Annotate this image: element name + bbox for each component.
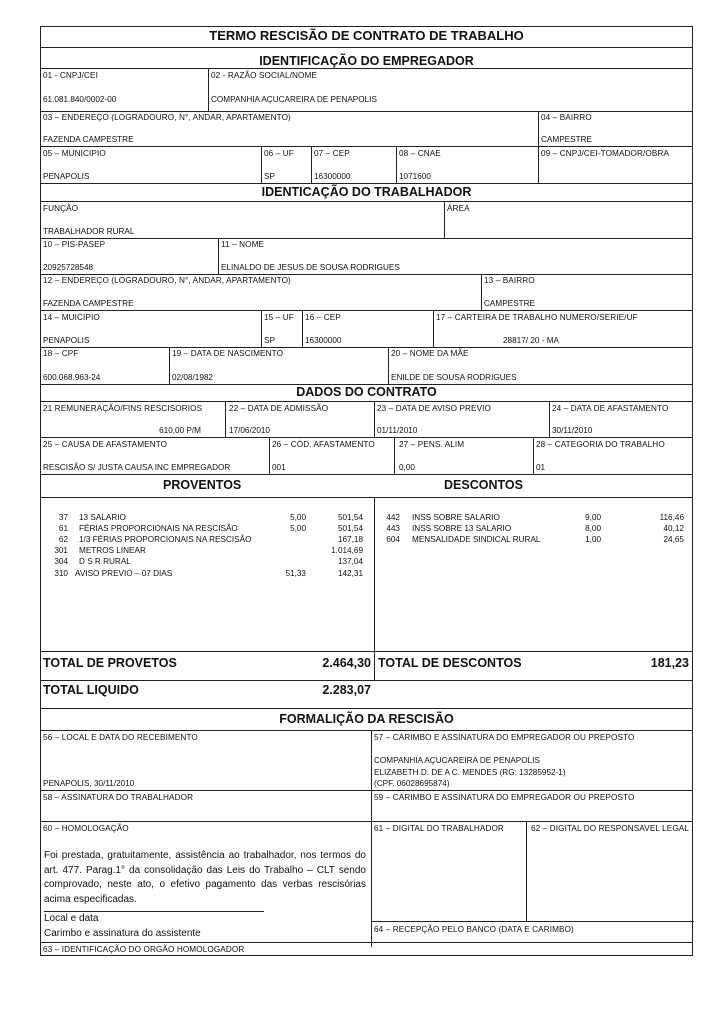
causa-label: 25 – CAUSA DE AFASTAMENTO [43,440,168,449]
worker-address-label: 12 – ENDEREÇO (LOGRADOURO, N°, ANDAR, APARTAMENTO) [43,276,291,285]
pensao-label: 27 – PENS. ALIM [399,440,465,449]
worker-address-value: FAZENDA CAMPESTRE [43,299,134,308]
digital-trabalhador-label: 61 – DIGITAL DO TRABALHADOR [374,824,504,833]
categoria-value: 01 [536,463,546,472]
digital-responsavel-label: 62 – DIGITAL DO RESPONSAVEL LEGAL [531,824,690,833]
total-liquido-value: 2.283,07 [322,683,371,697]
razao-value: COMPANHIA AÇUCAREIRA DE PENAPOLIS [211,95,377,104]
employer-section-title: IDENTIFICAÇÃO DO EMPREGADOR [259,54,474,68]
homologacao-local: Local e data [44,913,99,924]
local-recebimento-value: PENAPOLIS, 30/11/2010 [43,779,135,788]
local-recebimento-label: 56 – LOCAL E DATA DO RECEBIMENTO [43,733,198,742]
cnpj-label: 01 - CNPJ/CEI [43,71,98,80]
admissao-value: 17/06/2010 [229,426,270,435]
worker-cep-label: 16 – CEP [305,313,341,322]
afastamento-value: 30/11/2010 [552,426,593,435]
total-proventos-value: 2.464,30 [322,656,371,670]
employer-bairro-label: 04 – BAIRRO [541,113,592,122]
carimbo-empregador-label: 57 – CARIMBO E ASSINATURA DO EMPREGADOR OU PREPOSTO [374,733,635,742]
worker-uf-value: SP [264,336,275,345]
proventos-title: PROVENTOS [163,478,242,492]
orgao-homologador-label: 63 – IDENTIFICAÇÃO DO ORGÃO HOMOLOGADOR [43,945,245,954]
worker-bairro-label: 13 – BAIRRO [484,276,535,285]
mae-value: ENILDE DE SOUSA RODRIGUES [391,373,517,382]
worker-bairro-value: CAMPESTRE [484,299,535,308]
mae-label: 20 – NOME DA MÃE [391,349,469,358]
contract-section-title: DADOS DO CONTRATO [296,385,437,399]
homologacao-label: 60 – HOMOLOGAÇÃO [43,824,129,833]
total-descontos-label: TOTAL DE DESCONTOS [378,656,522,670]
rescission-form: TERMO RESCISÃO DE CONTRATO DE TRABALHO IDENTIFICAÇÃO DO EMPREGADOR 01 - CNPJ/CEI 61.081.840/0002-00 02 - RAZÃO SOCIAL/NOME COMPANHIA AÇUCAREIRA DE PENAPOLIS 03 – ENDEREÇO (LOGRADOURO, N°, ANDAR, APARTAMENTO) FAZENDA CAMPESTRE 04 – BAIRRO CAMPESTRE 05 – MUNICIPIO PENAPOLIS 06 – UF SP 07 – CEP 16300000 08 – CNAE 1071600 09 – CNPJ/CEI-TOMADOR/OBRA IDENTICAÇÃO DO TRABALHADOR FUNÇÃO TRABALHADOR RURAL ÁREA 10 – PIS-PASEP 20925728548 11 – NOME ELINALDO DE JESUS DE SOUSA RODRIGUES 12 – ENDEREÇO (LOGRADOURO, N°, ANDAR, APARTAMENTO) FAZENDA CAMPESTRE 13 – BAIRRO CAMPESTRE 14 – MUICIPIO PENAPOLIS 15 – UF SP 16 – CEP 16300000 17 – CARTEIRA DE TRABALHO NUMERO/SERIE/UF 28817/ 20 - MA 18 – CPF 600.068.963-24 19 – DATA DE NASCIMENTO 02/08/1982 20 – NOME DA MÃE ENILDE DE SOUSA RODRIGUES DADOS DO CONTRATO 21 REMUNERAÇÃO/FINS RESCISORIOS 610,00 P/M 22 – DATA DE ADMISSÃO 17/06/2010 23 – DATA DE AVISO PREVIO 01/11/2010 24 – DATA DE AFASTAMENTO 30/11/2010 25 – CAUSA DE AFASTAMENTO RESCISÃO S/ JUSTA CAUSA INC EMPREGADOR 26 – CÓD. AFASTAMENTO 001 27 – PENS. ALIM 0,00 28 – CATEGORIA DO TRABALHO 01 PROVENTOS DESCONTOS 37 13 SALARIO 5,00 501,54 61 FÉRIAS PROPORCIONAIS NA RESCISÃO 5,00 501,54 62 1/3 FÉRIAS PROPORCIONAIS NA RESCISÃO 167,18 301 METROS LINEAR 1.014,69 304 D S R RURAL 137,04 310 AVISO PREVIO – 07 DIAS 51,33 142,31 442 INSS SOBRE SALARIO 9,00 116,46 443 INSS SOBRE 13 SALARIO 8,00 40,12 604 MENSALIDADE SINDICAL RURAL 1,00 24,65 TOTAL DE PROVETOS 2.464,30 TOTAL DE DESCONTOS 181,23 TOTAL LIQUIDO 2.283,07 FORMALIÇÃO DA RESCISÃO 56 – LOCAL E DATA DO RECEBIMENTO PENAPOLIS, 30/11/2010 57 – CARIMBO E ASSINATURA DO EMPREGADOR OU PREPOSTO COMPANHIA AÇUCAREIRA DE PENAPOLIS ELIZABETH D. DE A C. MENDES (RG: 13285952-1) (CPF. 06028695874) 58 – ASSINATURA DO TRABALHADOR 59 – CARIMBO E ASSINATURA DO EMPREGADOR OU PREPOSTO 60 – HOMOLOGAÇÃO 61 – DIGITAL DO TRABALHADOR 62 – DIGITAL DO RESPONSAVEL LEGAL Foi prestada, gratuitamente, assistência ao trabalhador, nos termos do art. 477. Parag.1° da consolidação das Leis do Trabalho – CLT sendo comprovado, neste ato, o efetivo pagamento das verbas rescisórias acima especificadas. Local e data Carimbo e assinatura do assistente 64 – RECEPÇÃO PELO BANCO (DATA E CARIMBO) 63 – IDENTIFICAÇÃO DO ORGÃO HOMOLOGADOR [40,26,693,956]
employer-address-value: FAZENDA CAMPESTRE [43,135,134,144]
total-liquido-label: TOTAL LIQUIDO [43,683,139,697]
assinatura-trabalhador-label: 58 – ASSINATURA DO TRABALHADOR [43,793,194,802]
cod-afastamento-value: 001 [272,463,286,472]
ctps-value: 28817/ 20 - MA [503,336,559,345]
causa-value: RESCISÃO S/ JUSTA CAUSA INC EMPREGADOR [43,463,231,472]
razao-label: 02 - RAZÃO SOCIAL/NOME [211,71,317,80]
admissao-label: 22 – DATA DE ADMISSÃO [229,404,329,413]
worker-municipio-value: PENAPOLIS [43,336,90,345]
nome-value: ELINALDO DE JESUS DE SOUSA RODRIGUES [221,263,400,272]
categoria-label: 28 – CATEGORIA DO TRABALHO [536,440,665,449]
cnae-label: 08 – CNAE [399,149,441,158]
aviso-value: 01/11/2010 [377,426,418,435]
remuneracao-value: 610,00 P/M [159,426,201,435]
pensao-value: 0,00 [399,463,415,472]
carimbo-line-1: COMPANHIA AÇUCAREIRA DE PENAPOLIS [374,756,540,765]
worker-municipio-label: 14 – MUICIPIO [43,313,100,322]
total-proventos-label: TOTAL DE PROVETOS [43,656,177,670]
homologacao-assinatura: Carimbo e assinatura do assistente [44,928,201,939]
employer-uf-value: SP [264,172,275,181]
total-descontos-value: 181,23 [650,656,689,670]
worker-cep-value: 16300000 [305,336,342,345]
employer-cep-value: 16300000 [314,172,351,181]
employer-cep-label: 07 – CEP [314,149,350,158]
carimbo-line-3: (CPF. 06028695874) [374,779,450,788]
cpf-label: 18 – CPF [43,349,79,358]
employer-municipio-label: 05 – MUNICIPIO [43,149,106,158]
employer-bairro-value: CAMPESTRE [541,135,592,144]
cnpj-value: 61.081.840/0002-00 [43,95,117,104]
employer-uf-label: 06 – UF [264,149,294,158]
employer-municipio-value: PENAPOLIS [43,172,90,181]
nascimento-value: 02/08/1982 [172,373,213,382]
tomador-label: 09 – CNPJ/CEI-TOMADOR/OBRA [541,149,670,158]
remuneracao-label: 21 REMUNERAÇÃO/FINS RESCISORIOS [43,404,203,413]
ctps-label: 17 – CARTEIRA DE TRABALHO NUMERO/SERIE/UF [436,313,638,322]
cnae-value: 1071600 [399,172,431,181]
afastamento-label: 24 – DATA DE AFASTAMENTO [552,404,669,413]
form-title: TERMO RESCISÃO DE CONTRATO DE TRABALHO [209,28,524,43]
formal-section-title: FORMALIÇÃO DA RESCISÃO [279,712,454,726]
worker-uf-label: 15 – UF [264,313,294,322]
pis-value: 20925728548 [43,263,94,272]
cod-afastamento-label: 26 – CÓD. AFASTAMENTO [272,440,375,449]
descontos-title: DESCONTOS [444,478,523,492]
employer-address-label: 03 – ENDEREÇO (LOGRADOURO, N°, ANDAR, APARTAMENTO) [43,113,291,122]
homologacao-text: Foi prestada, gratuitamente, assistência ao trabalhador, nos termos do art. 477. Parag.1° da consolidação das Leis do Trabalho – CLT sendo comprovado, neste ato, o efetivo pagamento das verbas rescisórias acima especificadas. [44,850,366,905]
area-label: ÁREA [447,204,470,213]
carimbo-line-2: ELIZABETH D. DE A C. MENDES (RG: 13285952-1) [374,768,566,777]
recepcao-banco-label: 64 – RECEPÇÃO PELO BANCO (DATA E CARIMBO) [374,925,574,934]
aviso-label: 23 – DATA DE AVISO PREVIO [377,404,491,413]
cpf-value: 600.068.963-24 [43,373,101,382]
funcao-label: FUNÇÃO [43,204,79,213]
pis-label: 10 – PIS-PASEP [43,240,106,249]
funcao-value: TRABALHADOR RURAL [43,227,135,236]
carimbo-empregador-2-label: 59 – CARIMBO E ASSINATURA DO EMPREGADOR OU PREPOSTO [374,793,635,802]
worker-section-title: IDENTICAÇÃO DO TRABALHADOR [261,185,472,199]
nascimento-label: 19 – DATA DE NASCIMENTO [172,349,284,358]
nome-label: 11 – NOME [221,240,265,249]
